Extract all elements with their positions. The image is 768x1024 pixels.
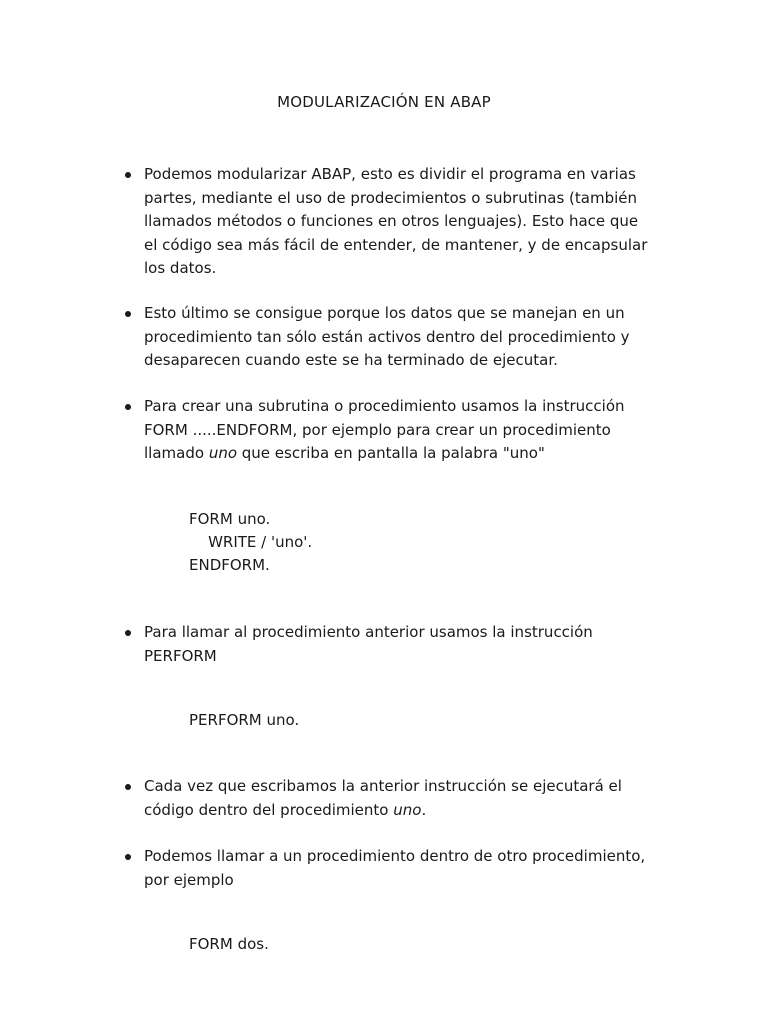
bullet-text: Para llamar al procedimiento anterior usamos la instrucción PERFORM — [144, 623, 593, 665]
bullet-text: Podemos llamar a un procedimiento dentro de otro procedimiento, por ejemplo — [144, 847, 646, 889]
bullet-item-modularizar — [125, 163, 655, 281]
code-line: ENDFORM. — [189, 556, 270, 574]
bullet-text: Esto último se consigue porque los datos que se manejan en un procedimiento tan sólo están activos dentro del procedimiento y desaparecen cuando este se ha terminado de ejecutar. — [144, 304, 630, 369]
bullet-icon — [125, 172, 131, 178]
bullet-text: Cada vez que escribamos la anterior instrucción se ejecutará el código dentro del procedimiento uno. — [144, 777, 622, 819]
bullet-icon — [125, 630, 131, 636]
bullet-item-ejecutar — [125, 775, 655, 822]
code-form-uno — [189, 508, 312, 577]
bullet-item-perform — [125, 621, 655, 668]
bullet-item-crear-subrutina — [125, 395, 655, 466]
document-title: MODULARIZACIÓN EN ABAP — [277, 93, 491, 111]
bullet-text: Para crear una subrutina o procedimiento usamos la instrucción FORM .....ENDFORM, por ejemplo para crear un procedimiento llamado uno que escriba en pantalla la palabra "uno" — [144, 397, 625, 462]
bullet-icon — [125, 854, 131, 860]
code-form-dos: FORM dos. — [189, 935, 269, 953]
bullet-text: Podemos modularizar ABAP, esto es dividir el programa en varias partes, mediante el uso de prodecimientos o subrutinas (también llamados métodos o funciones en otros lenguajes). Esto hace que el código sea más fácil de entender, de mantener, y de encapsular los datos. — [144, 165, 648, 277]
bullet-item-datos — [125, 302, 655, 373]
bullet-icon — [125, 784, 131, 790]
bullet-icon — [125, 311, 131, 317]
code-line: FORM uno. — [189, 510, 271, 528]
bullet-item-anidado — [125, 845, 655, 892]
code-perform-uno: PERFORM uno. — [189, 711, 300, 729]
bullet-icon — [125, 404, 131, 410]
code-line: WRITE / 'uno'. — [189, 533, 313, 551]
